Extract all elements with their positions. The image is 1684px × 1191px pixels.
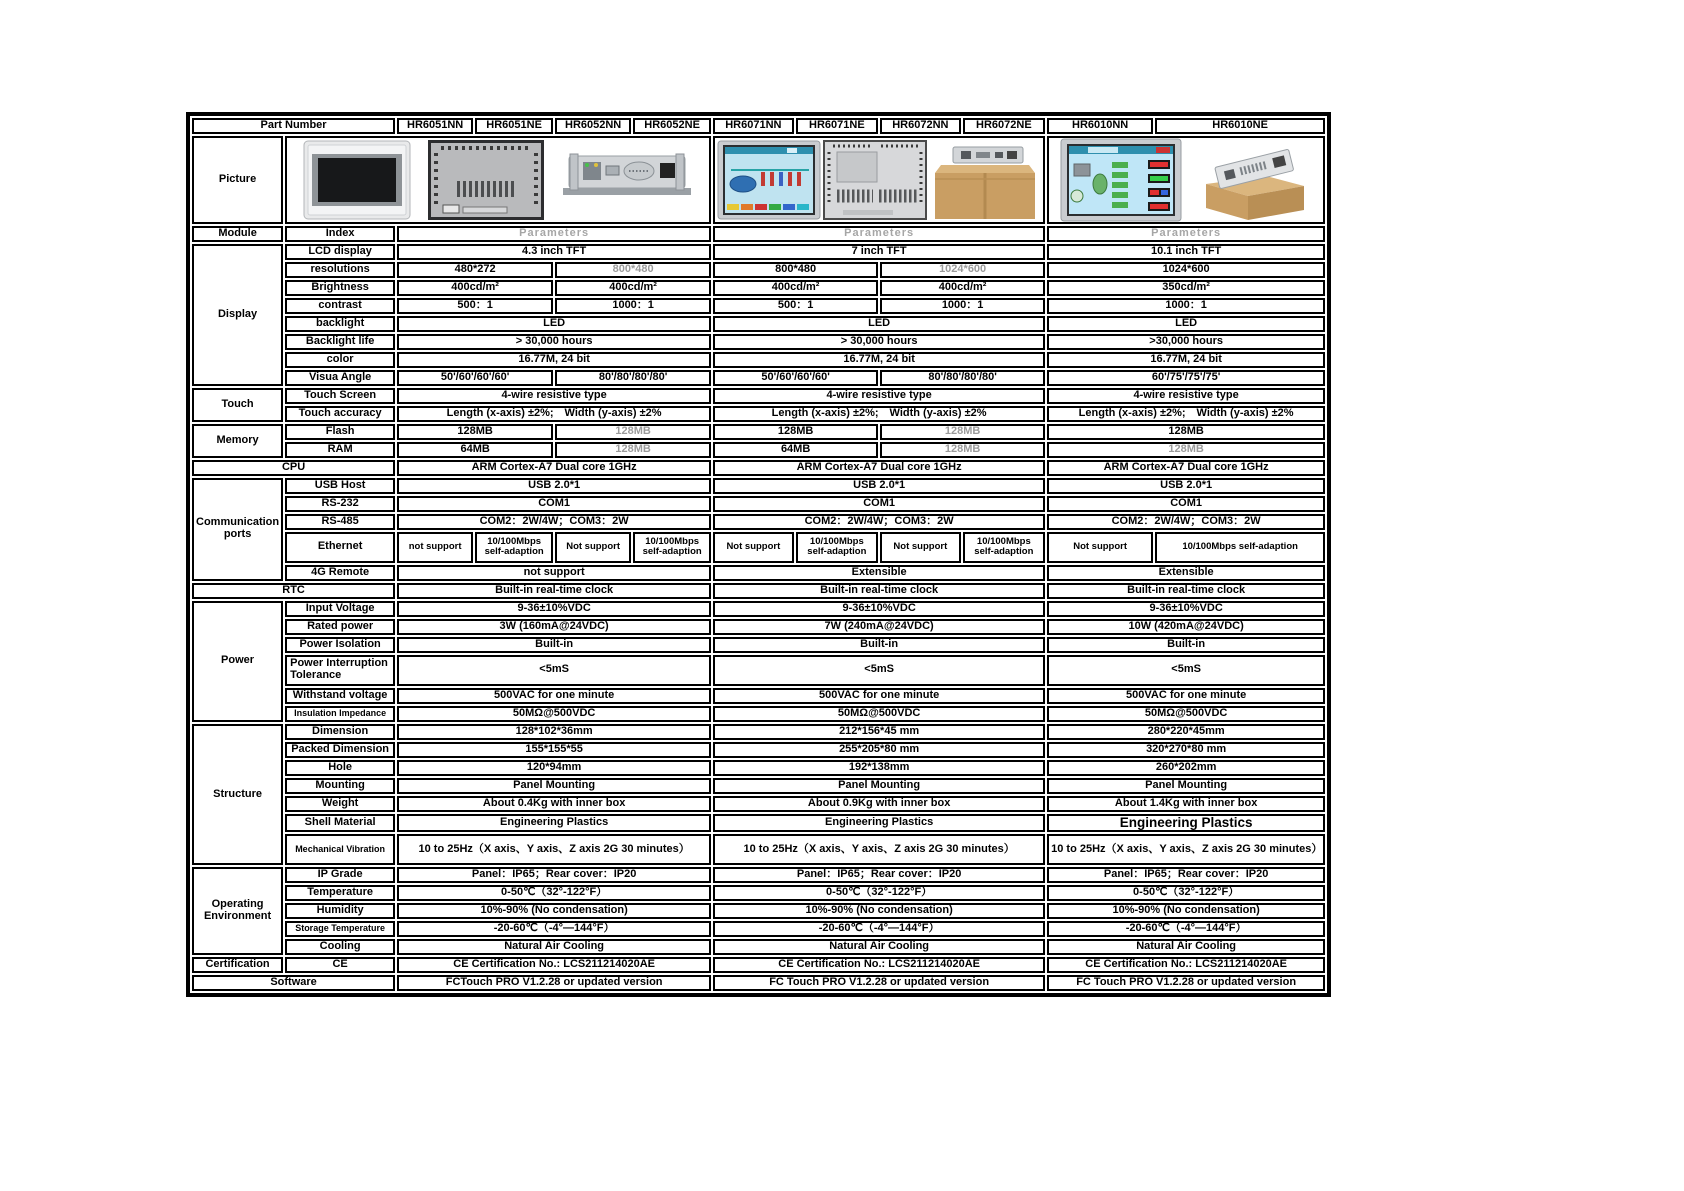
spec-value: ARM Cortex-A7 Dual core 1GHz — [713, 460, 1045, 476]
spec-value: 10%-90% (No condensation) — [713, 903, 1045, 919]
module-label-certification: Certification — [192, 957, 283, 973]
spec-row-color — [192, 352, 1325, 368]
spec-value: 7W (240mA@24VDC) — [713, 619, 1045, 635]
index-label-rs-485: RS-485 — [285, 514, 395, 530]
part-number-hr6010ne: HR6010NE — [1155, 118, 1325, 134]
spec-value: 60'/75'/75'/75' — [1047, 370, 1325, 386]
spec-row-cpu — [192, 460, 1325, 476]
index-label-usb-host: USB Host — [285, 478, 395, 494]
part-number-hr6052ne: HR6052NE — [633, 118, 711, 134]
spec-value: 260*202mm — [1047, 760, 1325, 776]
spec-value: Engineering Plastics — [713, 814, 1045, 833]
spec-value: 9-36±10%VDC — [397, 601, 711, 617]
spec-value: USB 2.0*1 — [397, 478, 711, 494]
spec-value: 128*102*36mm — [397, 724, 711, 740]
spec-value: Length (x-axis) ±2%; Width (y-axis) ±2% — [1047, 406, 1325, 422]
spec-value: Built-in real-time clock — [1047, 583, 1325, 599]
module-label-power: Power — [192, 601, 283, 722]
spec-value: 480*272 — [397, 262, 553, 278]
spec-value: 4-wire resistive type — [1047, 388, 1325, 404]
part-number-hr6051ne: HR6051NE — [475, 118, 553, 134]
spec-value: Panel：IP65；Rear cover：IP20 — [1047, 867, 1325, 883]
spec-value: <5mS — [713, 655, 1045, 686]
spec-value: Panel：IP65；Rear cover：IP20 — [397, 867, 711, 883]
spec-value: 4-wire resistive type — [397, 388, 711, 404]
index-label-touch-accuracy: Touch accuracy — [285, 406, 395, 422]
spec-row-power-isolation — [192, 637, 1325, 653]
index-label-humidity: Humidity — [285, 903, 395, 919]
module-header: Module — [192, 226, 283, 242]
spec-value: 10/100Mbps self-adaption — [633, 532, 711, 563]
spec-value: Panel：IP65；Rear cover：IP20 — [713, 867, 1045, 883]
spec-value: 0-50℃（32°-122°F） — [397, 885, 711, 901]
spec-value: LED — [713, 316, 1045, 332]
spec-value: <5mS — [1047, 655, 1325, 686]
spec-row-resolutions — [192, 262, 1325, 278]
index-header: Index — [285, 226, 395, 242]
spec-value: 0-50℃（32°-122°F） — [713, 885, 1045, 901]
spec-value: Extensible — [1047, 565, 1325, 581]
spec-value: Natural Air Cooling — [397, 939, 711, 955]
spec-value: Natural Air Cooling — [713, 939, 1045, 955]
spec-value: 155*155*55 — [397, 742, 711, 758]
index-label-temperature: Temperature — [285, 885, 395, 901]
spec-value: Engineering Plastics — [397, 814, 711, 833]
spec-row-ce — [192, 957, 1325, 973]
header-row — [192, 226, 1325, 242]
spec-value: 0-50℃（32°-122°F） — [1047, 885, 1325, 901]
index-label-weight: Weight — [285, 796, 395, 812]
spec-value: 400cd/m² — [713, 280, 878, 296]
spec-value: FC Touch PRO V1.2.28 or updated version — [713, 975, 1045, 991]
spec-value: 212*156*45 mm — [713, 724, 1045, 740]
photo-4-3-side-ports — [561, 144, 693, 216]
spec-value: Panel Mounting — [713, 778, 1045, 794]
spec-value: Built-in — [1047, 637, 1325, 653]
spec-value: 400cd/m² — [880, 280, 1045, 296]
spec-value: 80'/80'/80'/80' — [555, 370, 711, 386]
index-label-ip-grade: IP Grade — [285, 867, 395, 883]
index-label-touch-screen: Touch Screen — [285, 388, 395, 404]
product-photos-group-3 — [1047, 136, 1325, 224]
spec-value: 320*270*80 mm — [1047, 742, 1325, 758]
photo-7-back — [823, 140, 927, 220]
spec-row-lcd-display — [192, 244, 1325, 260]
spec-value: 10W (420mA@24VDC) — [1047, 619, 1325, 635]
spec-row-ram — [192, 442, 1325, 458]
spec-value: 10.1 inch TFT — [1047, 244, 1325, 260]
index-label-storage-temperature: Storage Temperature — [285, 921, 395, 937]
part-number-hr6071ne: HR6071NE — [796, 118, 879, 134]
spec-value: 10/100Mbps self-adaption — [963, 532, 1046, 563]
parameters-header: Parameters — [1047, 226, 1325, 242]
picture-label: Picture — [192, 136, 283, 224]
index-label-ce: CE — [285, 957, 395, 973]
spec-value: 10/100Mbps self-adaption — [1155, 532, 1325, 563]
index-label-resolutions: resolutions — [285, 262, 395, 278]
spec-row-storage-temperature — [192, 921, 1325, 937]
spec-value: Not support — [880, 532, 960, 563]
spec-value: 128MB — [880, 442, 1045, 458]
spec-value: not support — [397, 532, 473, 563]
spec-row-dimension — [192, 724, 1325, 740]
spec-row-cooling — [192, 939, 1325, 955]
spec-value: About 1.4Kg with inner box — [1047, 796, 1325, 812]
spec-row-touch-accuracy — [192, 406, 1325, 422]
spec-value: 128MB — [555, 424, 711, 440]
spec-value: 4.3 inch TFT — [397, 244, 711, 260]
spec-value: 16.77M, 24 bit — [1047, 352, 1325, 368]
spec-row-4g-remote — [192, 565, 1325, 581]
spec-value: Built-in real-time clock — [397, 583, 711, 599]
module-label-memory: Memory — [192, 424, 283, 458]
spec-value: ARM Cortex-A7 Dual core 1GHz — [1047, 460, 1325, 476]
module-label-operating-environment: Operating Environment — [192, 867, 283, 955]
part-number-label: Part Number — [192, 118, 395, 134]
spec-row-contrast — [192, 298, 1325, 314]
spec-value: 128MB — [713, 424, 878, 440]
spec-value: 10/100Mbps self-adaption — [796, 532, 879, 563]
spec-row-software — [192, 975, 1325, 991]
spec-value: 10 to 25Hz（X axis、Y axis、Z axis 2G 30 minutes） — [1047, 834, 1325, 865]
spec-row-shell-material — [192, 814, 1325, 833]
module-label-communication-ports: Communication ports — [192, 478, 283, 581]
spec-value: FC Touch PRO V1.2.28 or updated version — [1047, 975, 1325, 991]
spec-value: COM2：2W/4W；COM3：2W — [1047, 514, 1325, 530]
spec-row-flash — [192, 424, 1325, 440]
spec-row-weight — [192, 796, 1325, 812]
index-label-flash: Flash — [285, 424, 395, 440]
index-label-withstand-voltage: Withstand voltage — [285, 688, 395, 704]
spec-value: 50'/60'/60'/60' — [713, 370, 878, 386]
part-number-hr6052nn: HR6052NN — [555, 118, 631, 134]
spec-value: 800*480 — [713, 262, 878, 278]
spec-value: >30,000 hours — [1047, 334, 1325, 350]
spec-value: 10%-90% (No condensation) — [1047, 903, 1325, 919]
spec-value: 50MΩ@500VDC — [397, 706, 711, 722]
spec-value: 800*480 — [555, 262, 711, 278]
spec-value: Panel Mounting — [1047, 778, 1325, 794]
photo-4-3-front — [303, 140, 411, 220]
spec-value: > 30,000 hours — [397, 334, 711, 350]
spec-value: 50MΩ@500VDC — [1047, 706, 1325, 722]
spec-row-mechanical-vibration — [192, 834, 1325, 865]
part-number-hr6051nn: HR6051NN — [397, 118, 473, 134]
index-label-color: color — [285, 352, 395, 368]
index-label-packed-dimension: Packed Dimension — [285, 742, 395, 758]
part-number-row — [192, 118, 1325, 134]
spec-value: COM1 — [1047, 496, 1325, 512]
spec-row-ip-grade — [192, 867, 1325, 883]
index-label-mechanical-vibration: Mechanical Vibration — [285, 834, 395, 865]
index-label-cooling: Cooling — [285, 939, 395, 955]
spec-value: -20-60℃（-4°—144°F） — [713, 921, 1045, 937]
spec-row-packed-dimension — [192, 742, 1325, 758]
spec-row-temperature — [192, 885, 1325, 901]
spec-row-backlight-life — [192, 334, 1325, 350]
index-label-4g-remote: 4G Remote — [285, 565, 395, 581]
spec-value: 500VAC for one minute — [397, 688, 711, 704]
spec-value: 10/100Mbps self-adaption — [475, 532, 553, 563]
spec-row-hole — [192, 760, 1325, 776]
spec-value: 10 to 25Hz（X axis、Y axis、Z axis 2G 30 minutes） — [713, 834, 1045, 865]
spec-value: 400cd/m² — [397, 280, 553, 296]
spec-value: 10 to 25Hz（X axis、Y axis、Z axis 2G 30 minutes） — [397, 834, 711, 865]
index-label-contrast: contrast — [285, 298, 395, 314]
index-label-brightness: Brightness — [285, 280, 395, 296]
spec-value: Natural Air Cooling — [1047, 939, 1325, 955]
spec-value: COM1 — [397, 496, 711, 512]
spec-value: CE Certification No.: LCS211214020AE — [397, 957, 711, 973]
spec-row-visua-angle — [192, 370, 1325, 386]
index-label-visua-angle: Visua Angle — [285, 370, 395, 386]
spec-value: FCTouch PRO V1.2.28 or updated version — [397, 975, 711, 991]
spec-value: 128MB — [1047, 424, 1325, 440]
photo-10-on-box — [1192, 138, 1312, 222]
spec-value: COM2：2W/4W；COM3：2W — [713, 514, 1045, 530]
index-label-insulation-impedance: Insulation Impedance — [285, 706, 395, 722]
spec-value: 16.77M, 24 bit — [397, 352, 711, 368]
spec-row-input-voltage — [192, 601, 1325, 617]
part-number-hr6072ne: HR6072NE — [963, 118, 1046, 134]
index-label-input-voltage: Input Voltage — [285, 601, 395, 617]
product-photos-group-1 — [285, 136, 711, 224]
spec-value: COM2：2W/4W；COM3：2W — [397, 514, 711, 530]
spec-row-rs-232 — [192, 496, 1325, 512]
picture-row — [192, 136, 1325, 224]
spec-table — [186, 112, 1331, 997]
module-label-display: Display — [192, 244, 283, 386]
part-number-hr6010nn: HR6010NN — [1047, 118, 1153, 134]
spec-value: -20-60℃（-4°—144°F） — [397, 921, 711, 937]
spec-value: 280*220*45mm — [1047, 724, 1325, 740]
index-label-rs-232: RS-232 — [285, 496, 395, 512]
spec-value: 1000：1 — [555, 298, 711, 314]
spec-value: 192*138mm — [713, 760, 1045, 776]
spec-value: 64MB — [397, 442, 553, 458]
spec-value: 400cd/m² — [555, 280, 711, 296]
spec-row-withstand-voltage — [192, 688, 1325, 704]
spec-value: CE Certification No.: LCS211214020AE — [1047, 957, 1325, 973]
spec-value: 1000：1 — [880, 298, 1045, 314]
parameters-header: Parameters — [713, 226, 1045, 242]
spec-row-usb-host — [192, 478, 1325, 494]
spec-value: 500VAC for one minute — [1047, 688, 1325, 704]
spec-value: Engineering Plastics — [1047, 814, 1325, 833]
spec-value: 1000：1 — [1047, 298, 1325, 314]
spec-value: 16.77M, 24 bit — [713, 352, 1045, 368]
spec-value: Built-in real-time clock — [713, 583, 1045, 599]
spec-value: 500：1 — [713, 298, 878, 314]
section-label-rtc: RTC — [192, 583, 395, 599]
spec-row-rs-485 — [192, 514, 1325, 530]
spec-value: 128MB — [880, 424, 1045, 440]
spec-value: 255*205*80 mm — [713, 742, 1045, 758]
spec-value: ARM Cortex-A7 Dual core 1GHz — [397, 460, 711, 476]
spec-value: 9-36±10%VDC — [1047, 601, 1325, 617]
index-label-ethernet: Ethernet — [285, 532, 395, 563]
photo-4-3-back — [427, 139, 545, 221]
spec-value: 350cd/m² — [1047, 280, 1325, 296]
spec-value: -20-60℃（-4°—144°F） — [1047, 921, 1325, 937]
spec-sheet — [186, 112, 1331, 997]
index-label-dimension: Dimension — [285, 724, 395, 740]
photo-10-front — [1060, 138, 1182, 222]
spec-value: not support — [397, 565, 711, 581]
index-label-power-isolation: Power Isolation — [285, 637, 395, 653]
spec-value: LED — [397, 316, 711, 332]
spec-value: 128MB — [1047, 442, 1325, 458]
spec-value: LED — [1047, 316, 1325, 332]
spec-value: 128MB — [555, 442, 711, 458]
spec-row-touch-screen — [192, 388, 1325, 404]
spec-value: <5mS — [397, 655, 711, 686]
spec-row-rated-power — [192, 619, 1325, 635]
section-label-software: Software — [192, 975, 395, 991]
spec-value: > 30,000 hours — [713, 334, 1045, 350]
spec-row-power-interruption-tolerance — [192, 655, 1325, 686]
spec-value: USB 2.0*1 — [1047, 478, 1325, 494]
spec-row-backlight — [192, 316, 1325, 332]
index-label-shell-material: Shell Material — [285, 814, 395, 833]
spec-value: Built-in — [713, 637, 1045, 653]
spec-row-insulation-impedance — [192, 706, 1325, 722]
spec-value: 128MB — [397, 424, 553, 440]
spec-value: 3W (160mA@24VDC) — [397, 619, 711, 635]
spec-value: Not support — [713, 532, 793, 563]
spec-row-rtc — [192, 583, 1325, 599]
spec-value: Panel Mounting — [397, 778, 711, 794]
spec-value: 9-36±10%VDC — [713, 601, 1045, 617]
spec-value: 7 inch TFT — [713, 244, 1045, 260]
index-label-lcd-display: LCD display — [285, 244, 395, 260]
spec-row-humidity — [192, 903, 1325, 919]
spec-value: 500VAC for one minute — [713, 688, 1045, 704]
product-photos-group-2 — [713, 136, 1045, 224]
spec-value: Not support — [555, 532, 631, 563]
photo-7-front — [717, 140, 821, 220]
spec-value: Length (x-axis) ±2%; Width (y-axis) ±2% — [713, 406, 1045, 422]
spec-row-mounting — [192, 778, 1325, 794]
spec-row-ethernet — [192, 532, 1325, 563]
index-label-hole: Hole — [285, 760, 395, 776]
spec-value: 10%-90% (No condensation) — [397, 903, 711, 919]
index-label-backlight: backlight — [285, 316, 395, 332]
spec-row-brightness — [192, 280, 1325, 296]
spec-value: 50MΩ@500VDC — [713, 706, 1045, 722]
spec-value: 500：1 — [397, 298, 553, 314]
section-label-cpu: CPU — [192, 460, 395, 476]
spec-value: Not support — [1047, 532, 1153, 563]
module-label-touch: Touch — [192, 388, 283, 422]
spec-value: USB 2.0*1 — [713, 478, 1045, 494]
photo-7-on-box — [929, 139, 1041, 221]
part-number-hr6071nn: HR6071NN — [713, 118, 793, 134]
spec-value: 50'/60'/60'/60' — [397, 370, 553, 386]
spec-value: 64MB — [713, 442, 878, 458]
parameters-header: Parameters — [397, 226, 711, 242]
spec-value: 120*94mm — [397, 760, 711, 776]
spec-value: Length (x-axis) ±2%; Width (y-axis) ±2% — [397, 406, 711, 422]
module-label-structure: Structure — [192, 724, 283, 866]
index-label-power-interruption-tolerance: Power Interruption Tolerance — [285, 655, 395, 686]
spec-value: CE Certification No.: LCS211214020AE — [713, 957, 1045, 973]
spec-value: 4-wire resistive type — [713, 388, 1045, 404]
spec-value: 80'/80'/80'/80' — [880, 370, 1045, 386]
part-number-hr6072nn: HR6072NN — [880, 118, 960, 134]
spec-value: About 0.9Kg with inner box — [713, 796, 1045, 812]
spec-value: COM1 — [713, 496, 1045, 512]
spec-value: 1024*600 — [1047, 262, 1325, 278]
index-label-ram: RAM — [285, 442, 395, 458]
spec-value: About 0.4Kg with inner box — [397, 796, 711, 812]
spec-value: Built-in — [397, 637, 711, 653]
spec-value: Extensible — [713, 565, 1045, 581]
index-label-backlight-life: Backlight life — [285, 334, 395, 350]
index-label-mounting: Mounting — [285, 778, 395, 794]
spec-value: 1024*600 — [880, 262, 1045, 278]
index-label-rated-power: Rated power — [285, 619, 395, 635]
